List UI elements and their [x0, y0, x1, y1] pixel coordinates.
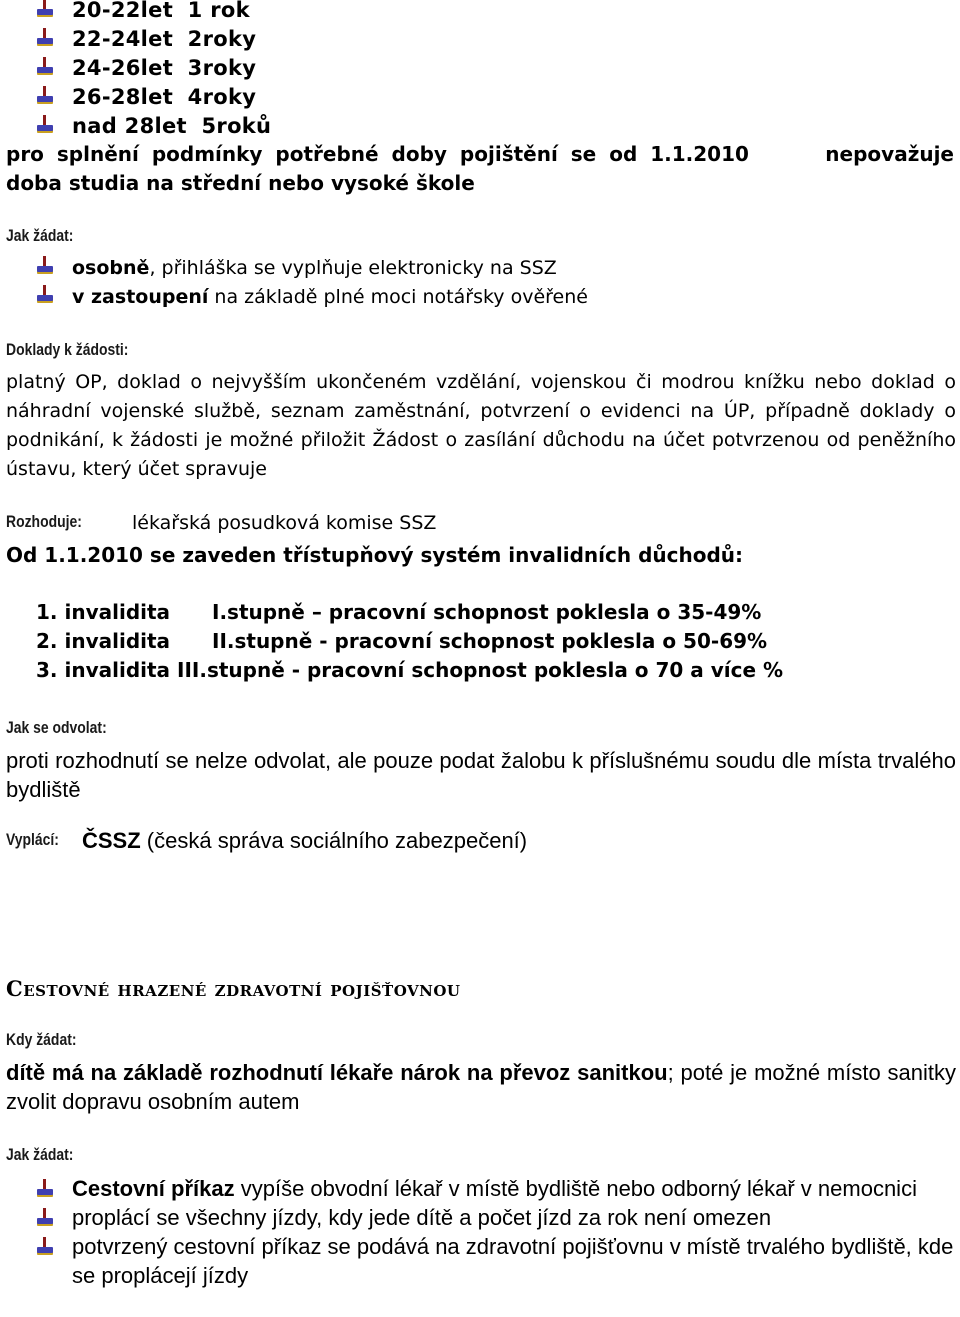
bullet-pin-icon [36, 86, 54, 106]
how-apply-list [36, 254, 588, 312]
decides-label: Rozhoduje: [6, 512, 82, 531]
list-item: potvrzený cestovní příkaz se podává na zdravotní pojišťovnu v místě trvalého bydliště, kde se proplácejí jízdy [36, 1232, 956, 1290]
appeal-text: proti rozhodnutí se nelze odvolat, ale pouze podat žalobu k příslušnému soudu dle místa trvalého bydliště [6, 748, 956, 802]
documents-label: Doklady k žádosti: [6, 340, 129, 359]
pays-row [6, 828, 528, 858]
list-item: proplácí se všechny jízdy, kdy jede dítě a počet jízd za rok není omezen [36, 1203, 956, 1232]
study-note-line-1: pro splnění podmínky potřebné doby pojištění se od 1.1.2010 nepovažuje [6, 142, 954, 166]
list-item: Cestovní příkaz vypíše obvodní lékař v místě bydliště nebo odborný lékař v nemocnici [36, 1174, 956, 1203]
list-item: 26-28let 4roky [36, 83, 271, 112]
invalidity-list [36, 598, 783, 685]
list-item: nad 28let 5roků [36, 112, 271, 141]
pays-label: Vyplácí: [6, 830, 59, 849]
bullet-pin-icon [36, 1237, 54, 1257]
list-item: 20-22let 1 rok [36, 0, 271, 25]
list-item: 22-24let 2roky [36, 25, 271, 54]
list-item: 24-26let 3roky [36, 54, 271, 83]
bullet-pin-icon [36, 0, 54, 19]
list-item: v zastoupení na základě plné moci notářsky ověřené [36, 283, 588, 312]
decides-value: lékařská posudková komise SSZ [132, 512, 437, 534]
when-apply-text: dítě má na základě rozhodnutí lékaře nárok na převoz sanitkou; poté je možné místo sanitky zvolit dopravu osobním autem [6, 1060, 956, 1114]
list-item: 3. invalidita III.stupně - pracovní schopnost poklesla o 70 a více % [36, 658, 784, 682]
section-title: Cestovné hrazené zdravotní pojišťovnou [6, 976, 461, 1001]
bullet-pin-icon [36, 1179, 54, 1199]
pays-org: ČSSZ [82, 828, 141, 853]
bullet-pin-icon [36, 285, 54, 305]
bullet-pin-icon [36, 1208, 54, 1228]
bullet-pin-icon [36, 256, 54, 276]
travel-how-list [36, 1174, 956, 1290]
study-note-line-2: doba studia na střední nebo vysoké škole [6, 171, 475, 195]
pays-rest: (česká správa sociálního zabezpečení) [140, 828, 528, 853]
system-heading: Od 1.1.2010 se zaveden třístupňový systém invalidních důchodů: [6, 543, 744, 567]
bullet-pin-icon [36, 28, 54, 48]
when-apply-label: Kdy žádat: [6, 1030, 77, 1049]
documents-text: platný OP, doklad o nejvyšším ukončeném vzdělání, vojenskou či modrou knížku nebo doklad o náhradní vojenské službě, seznam zaměstnání, potvrzení o evidenci na ÚP, případně doklady o podnikání, k žádosti je možné přiložit Žádost o zasílání důchodu na účet potvrzenou od peněžního ústavu, který účet spravuje [6, 371, 956, 480]
age-years-list [36, 0, 271, 141]
how-apply-label: Jak žádat: [6, 226, 74, 245]
list-item: osobně, přihláška se vyplňuje elektronicky na SSZ [36, 254, 588, 283]
list-item: 2. invalidita II.stupně - pracovní schopnost poklesla o 50-69% [36, 629, 768, 653]
bullet-pin-icon [36, 57, 54, 77]
travel-how-label: Jak žádat: [6, 1145, 74, 1164]
bullet-pin-icon [36, 115, 54, 135]
list-item: 1. invalidita I.stupně – pracovní schopnost poklesla o 35-49% [36, 600, 762, 624]
decides-row [6, 512, 437, 534]
appeal-label: Jak se odvolat: [6, 718, 107, 737]
